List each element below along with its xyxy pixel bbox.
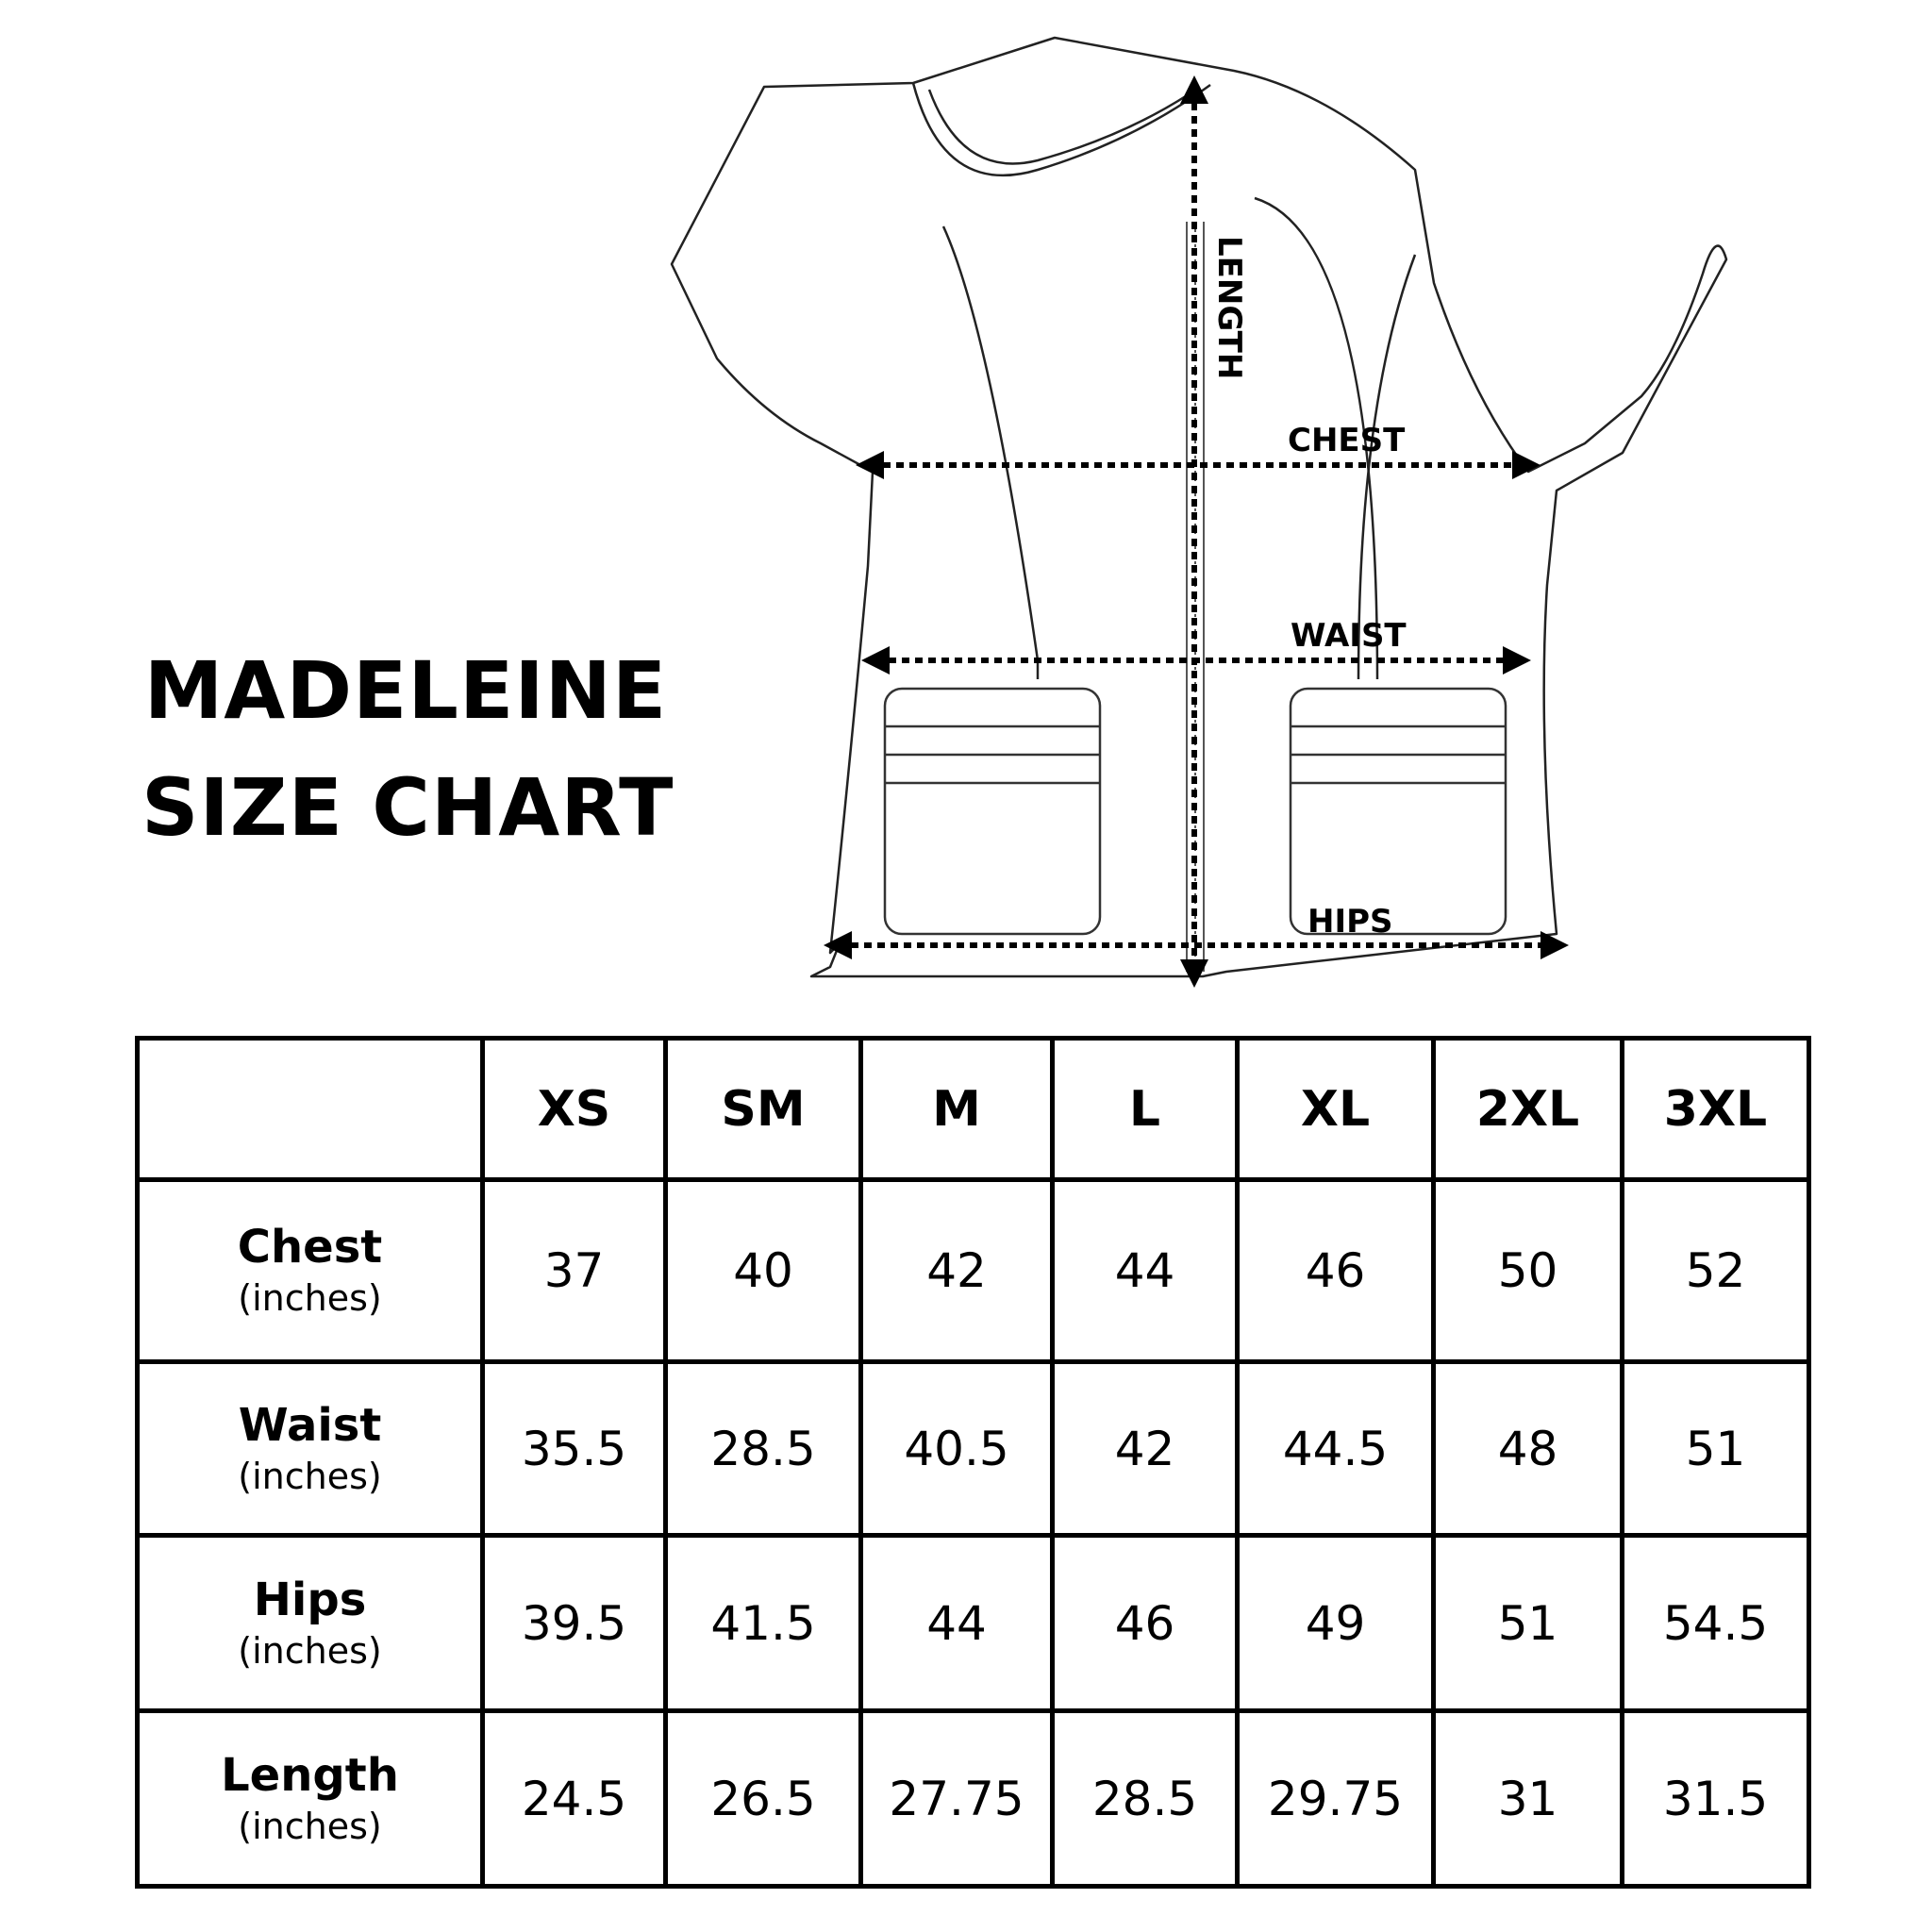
table-cell: 42 — [861, 1180, 1053, 1362]
pocket-left — [885, 689, 1100, 934]
table-cell: 24.5 — [483, 1711, 666, 1887]
table-cell: 46 — [1238, 1180, 1434, 1362]
row-name: Chest — [237, 1221, 383, 1274]
table-cell: 31 — [1434, 1711, 1623, 1887]
row-unit: (inches) — [238, 1629, 382, 1672]
size-header: SM — [666, 1039, 861, 1180]
row-name: Waist — [238, 1398, 382, 1452]
table-cell: 37 — [483, 1180, 666, 1362]
length-label: LENGTH — [1210, 236, 1248, 380]
row-name: Length — [221, 1748, 399, 1802]
row-header — [138, 1711, 483, 1887]
table-cell: 54.5 — [1623, 1536, 1809, 1711]
size-table — [135, 1036, 1811, 1889]
table-cell: 44.5 — [1238, 1362, 1434, 1536]
table-cell: 50 — [1434, 1180, 1623, 1362]
size-header: 3XL — [1623, 1039, 1809, 1180]
size-header: L — [1053, 1039, 1238, 1180]
size-header: XS — [483, 1039, 666, 1180]
table-cell: 48 — [1434, 1362, 1623, 1536]
table-row — [138, 1180, 1809, 1362]
table-row — [138, 1536, 1809, 1711]
chart-title-line2: SIZE CHART — [142, 761, 675, 854]
waist-label: WAIST — [1291, 617, 1407, 655]
row-header — [138, 1362, 483, 1536]
table-row — [138, 1711, 1809, 1887]
row-unit: (inches) — [238, 1805, 382, 1847]
table-cell: 26.5 — [666, 1711, 861, 1887]
table-cell: 28.5 — [1053, 1711, 1238, 1887]
size-header: XL — [1238, 1039, 1434, 1180]
table-row — [138, 1362, 1809, 1536]
table-cell: 29.75 — [1238, 1711, 1434, 1887]
row-unit: (inches) — [238, 1277, 382, 1319]
table-cell: 42 — [1053, 1362, 1238, 1536]
size-header-row — [138, 1039, 1809, 1180]
table-cell: 44 — [1053, 1180, 1238, 1362]
row-unit: (inches) — [238, 1455, 382, 1497]
table-cell: 44 — [861, 1536, 1053, 1711]
row-header — [138, 1180, 483, 1362]
chart-title-line1: MADELEINE — [143, 644, 668, 737]
table-cell: 40.5 — [861, 1362, 1053, 1536]
table-cell: 31.5 — [1623, 1711, 1809, 1887]
table-cell: 52 — [1623, 1180, 1809, 1362]
chest-label: CHEST — [1288, 422, 1406, 459]
hips-label: HIPS — [1307, 903, 1393, 941]
table-cell: 40 — [666, 1180, 861, 1362]
table-cell: 46 — [1053, 1536, 1238, 1711]
table-cell: 51 — [1434, 1536, 1623, 1711]
row-name: Hips — [253, 1573, 367, 1626]
table-cell: 35.5 — [483, 1362, 666, 1536]
table-cell: 28.5 — [666, 1362, 861, 1536]
table-cell: 27.75 — [861, 1711, 1053, 1887]
corner-cell — [138, 1039, 483, 1180]
size-header: 2XL — [1434, 1039, 1623, 1180]
table-cell: 49 — [1238, 1536, 1434, 1711]
table-cell: 51 — [1623, 1362, 1809, 1536]
table-cell: 41.5 — [666, 1536, 861, 1711]
scrub-top-outline — [672, 38, 1726, 976]
size-header: M — [861, 1039, 1053, 1180]
row-header — [138, 1536, 483, 1711]
pocket-right — [1291, 689, 1506, 934]
table-cell: 39.5 — [483, 1536, 666, 1711]
